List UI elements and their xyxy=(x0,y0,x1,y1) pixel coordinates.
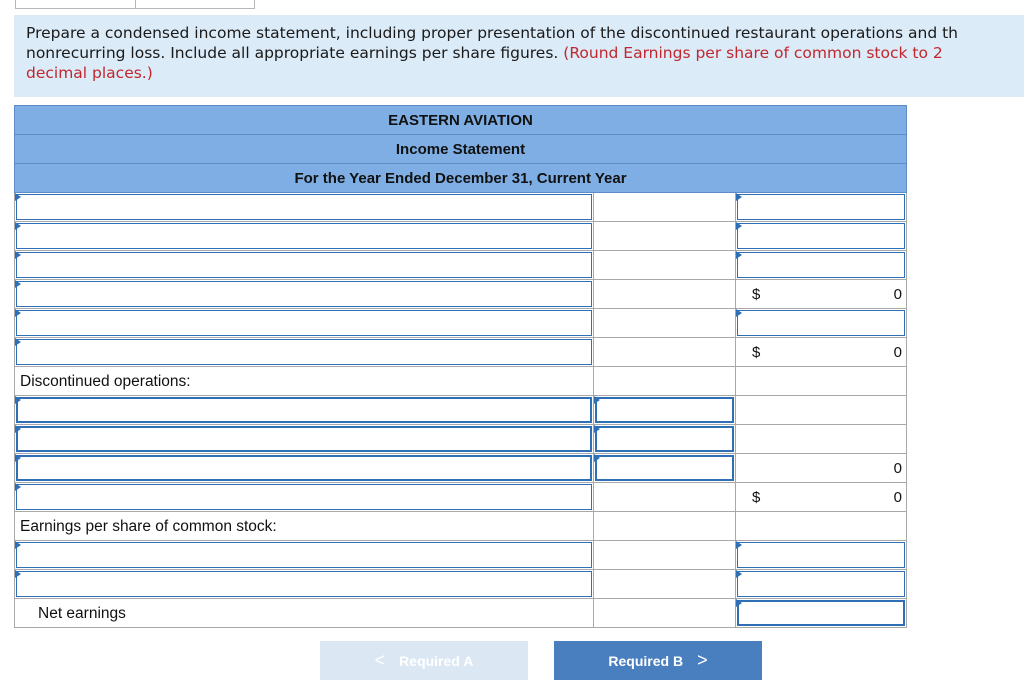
dropdown-marker-icon xyxy=(594,425,600,433)
account-dropdown[interactable] xyxy=(16,455,592,481)
amount-input[interactable] xyxy=(737,600,905,626)
dropdown-marker-icon xyxy=(15,193,21,201)
dropdown-marker-icon xyxy=(15,251,21,259)
instructions-line-1: Prepare a condensed income statement, including proper presentation of the discontinued restaurant operations and th xyxy=(26,24,959,42)
table-row xyxy=(15,222,907,251)
amount-cell xyxy=(594,599,736,628)
amount-input[interactable] xyxy=(737,571,905,597)
total-value: 0 xyxy=(893,286,902,303)
dropdown-marker-icon xyxy=(15,338,21,346)
rounding-note: (Round Earnings per share of common stock to 2 xyxy=(563,44,943,62)
amount-input[interactable] xyxy=(595,397,734,423)
dropdown-marker-icon xyxy=(736,251,742,259)
statement-period: For the Year Ended December 31, Current Year xyxy=(15,164,907,193)
amount-cell xyxy=(594,309,736,338)
total-cell xyxy=(736,454,907,483)
table-row xyxy=(15,512,907,541)
table-row xyxy=(15,367,907,396)
table-row xyxy=(15,396,907,425)
table-row xyxy=(15,425,907,454)
table-row xyxy=(15,338,907,367)
required-a-button[interactable] xyxy=(320,641,528,680)
dropdown-marker-icon xyxy=(15,222,21,230)
amount-input[interactable] xyxy=(737,542,905,568)
total-value: 0 xyxy=(893,344,902,361)
dropdown-marker-icon xyxy=(594,396,600,404)
dropdown-marker-icon xyxy=(736,570,742,578)
income-statement-table xyxy=(14,105,907,628)
total-cell xyxy=(736,338,907,367)
top-tabs xyxy=(15,0,255,9)
amount-input[interactable] xyxy=(737,252,905,278)
instructions-box xyxy=(14,15,1024,97)
instructions-text: nonrecurring loss. Include all appropriate earnings per share figures. xyxy=(26,44,564,62)
table-row xyxy=(15,309,907,338)
total-cell xyxy=(736,396,907,425)
account-dropdown[interactable] xyxy=(16,542,592,568)
amount-cell xyxy=(594,570,736,599)
total-cell xyxy=(736,512,907,541)
dollar-sign: $ xyxy=(752,489,761,506)
table-row xyxy=(15,599,907,628)
dropdown-marker-icon xyxy=(15,454,21,462)
total-cell xyxy=(736,425,907,454)
dropdown-marker-icon xyxy=(15,483,21,491)
account-dropdown[interactable] xyxy=(16,397,592,423)
dropdown-marker-icon xyxy=(736,309,742,317)
required-b-label: Required B xyxy=(608,652,684,669)
amount-cell xyxy=(594,193,736,222)
statement-title: Income Statement xyxy=(15,135,907,164)
amount-cell xyxy=(594,251,736,280)
dropdown-marker-icon xyxy=(594,454,600,462)
amount-cell xyxy=(594,367,736,396)
amount-cell xyxy=(594,541,736,570)
dropdown-marker-icon xyxy=(736,541,742,549)
account-dropdown[interactable] xyxy=(16,223,592,249)
account-dropdown[interactable] xyxy=(16,281,592,307)
account-dropdown[interactable] xyxy=(16,484,592,510)
tab-2[interactable] xyxy=(135,0,255,9)
dropdown-marker-icon xyxy=(15,280,21,288)
instructions-line-2 xyxy=(26,43,1024,63)
account-dropdown[interactable] xyxy=(16,339,592,365)
table-row xyxy=(15,483,907,512)
net-earnings-label: Net earnings xyxy=(38,605,126,622)
dropdown-marker-icon xyxy=(736,193,742,201)
table-row xyxy=(15,193,907,222)
account-dropdown[interactable] xyxy=(16,571,592,597)
amount-cell xyxy=(594,512,736,541)
table-row xyxy=(15,251,907,280)
amount-input[interactable] xyxy=(737,194,905,220)
amount-input[interactable] xyxy=(737,310,905,336)
dropdown-marker-icon xyxy=(736,599,742,607)
amount-cell xyxy=(594,222,736,251)
tab-1[interactable] xyxy=(15,0,136,9)
company-name: EASTERN AVIATION xyxy=(15,106,907,135)
account-dropdown[interactable] xyxy=(16,310,592,336)
total-value: 0 xyxy=(893,460,902,477)
amount-input[interactable] xyxy=(595,426,734,452)
chevron-left-icon: < xyxy=(374,650,386,670)
table-row xyxy=(15,280,907,309)
amount-cell xyxy=(594,280,736,309)
eps-label: Earnings per share of common stock: xyxy=(20,518,277,535)
total-cell xyxy=(736,367,907,396)
amount-cell xyxy=(594,338,736,367)
dropdown-marker-icon xyxy=(15,309,21,317)
dropdown-marker-icon xyxy=(736,222,742,230)
amount-input[interactable] xyxy=(737,223,905,249)
rounding-note-cont: decimal places.) xyxy=(26,64,153,82)
table-row xyxy=(15,541,907,570)
dropdown-marker-icon xyxy=(15,425,21,433)
total-cell xyxy=(736,280,907,309)
required-b-button[interactable] xyxy=(554,641,762,680)
dollar-sign: $ xyxy=(752,286,761,303)
table-row xyxy=(15,570,907,599)
account-dropdown[interactable] xyxy=(16,252,592,278)
amount-input[interactable] xyxy=(595,455,734,481)
total-value: 0 xyxy=(893,489,902,506)
discontinued-operations-label: Discontinued operations: xyxy=(20,373,191,390)
dropdown-marker-icon xyxy=(15,541,21,549)
total-cell xyxy=(736,483,907,512)
required-a-label: Required A xyxy=(399,652,474,669)
account-dropdown[interactable] xyxy=(16,194,592,220)
table-row xyxy=(15,454,907,483)
amount-cell xyxy=(594,483,736,512)
chevron-right-icon: > xyxy=(697,650,708,670)
dropdown-marker-icon xyxy=(15,570,21,578)
dollar-sign: $ xyxy=(752,344,761,361)
dropdown-marker-icon xyxy=(15,396,21,404)
account-dropdown[interactable] xyxy=(16,426,592,452)
